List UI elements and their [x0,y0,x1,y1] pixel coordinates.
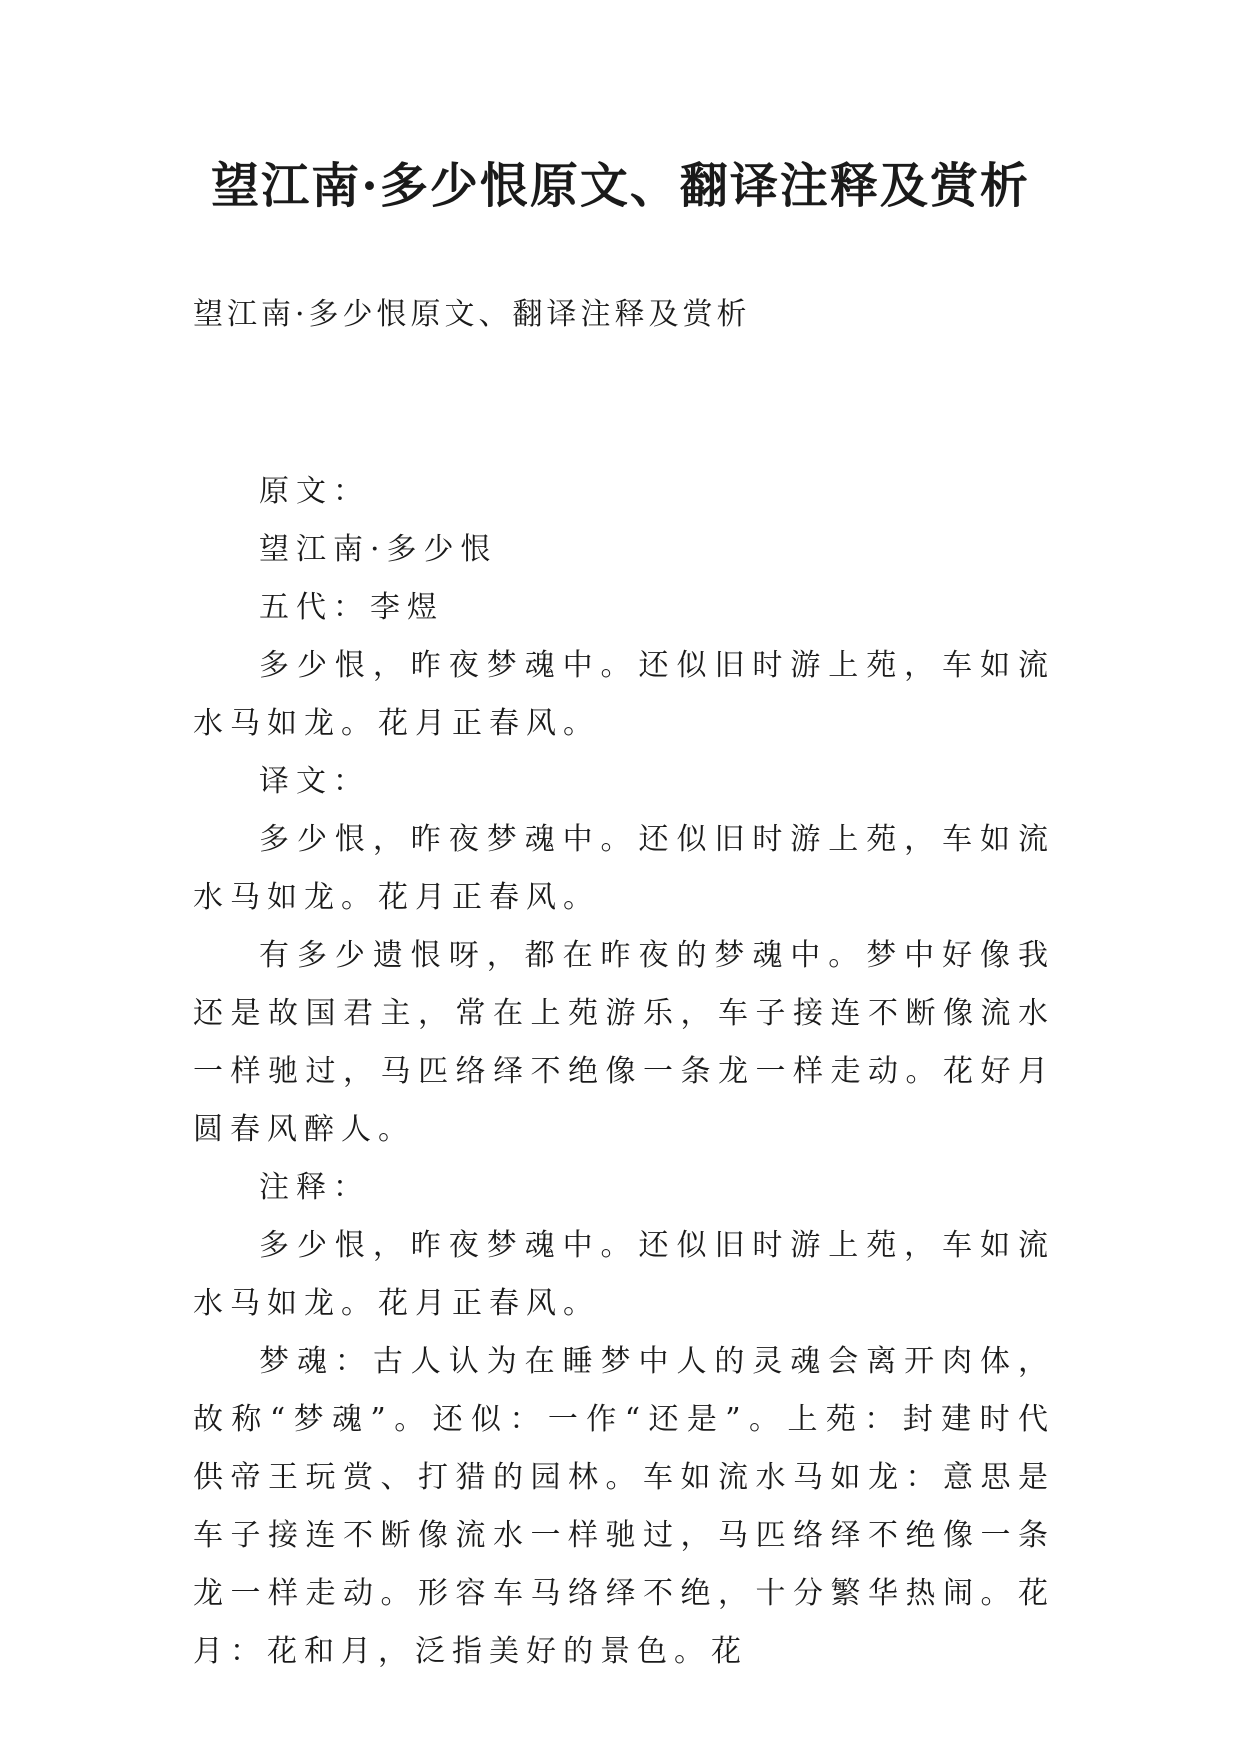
paragraph: 多少恨，昨夜梦魂中。还似旧时游上苑，车如流水马如龙。花月正春风。 [193,822,1055,915]
paragraph: 五代：李煜 [259,590,444,625]
paragraph: 原文： [259,474,370,509]
paragraph: 有多少遗恨呀，都在昨夜的梦魂中。梦中好像我还是故国君主，常在上苑游乐，车子接连不断像流水一样驰过，马匹络绎不绝像一条龙一样走动。花好月圆春风醉人。 [193,938,1055,1147]
paragraph: 译文： [259,764,370,799]
paragraph: 多少恨，昨夜梦魂中。还似旧时游上苑，车如流水马如龙。花月正春风。 [193,648,1055,741]
document-body [193,463,1055,1681]
paragraph: 多少恨，昨夜梦魂中。还似旧时游上苑，车如流水马如龙。花月正春风。 [193,1228,1055,1321]
paragraph: 望江南·多少恨 [259,532,498,567]
paragraph: 注释： [259,1170,370,1205]
document-subtitle: 望江南·多少恨原文、翻译注释及赏析 [193,297,751,332]
paragraph: 梦魂：古人认为在睡梦中人的灵魂会离开肉体，故称“梦魂”。还似：一作“还是”。上苑：封建时代供帝王玩赏、打猎的园林。车如流水马如龙：意思是车子接连不断像流水一样驰过，马匹络绎不绝像一条龙一样走动。形容车马络绎不绝，十分繁华热闹。花月：花和月，泛指美好的景色。花 [193,1344,1055,1669]
document-title: 望江南·多少恨原文、翻译注释及赏析 [211,158,1030,214]
